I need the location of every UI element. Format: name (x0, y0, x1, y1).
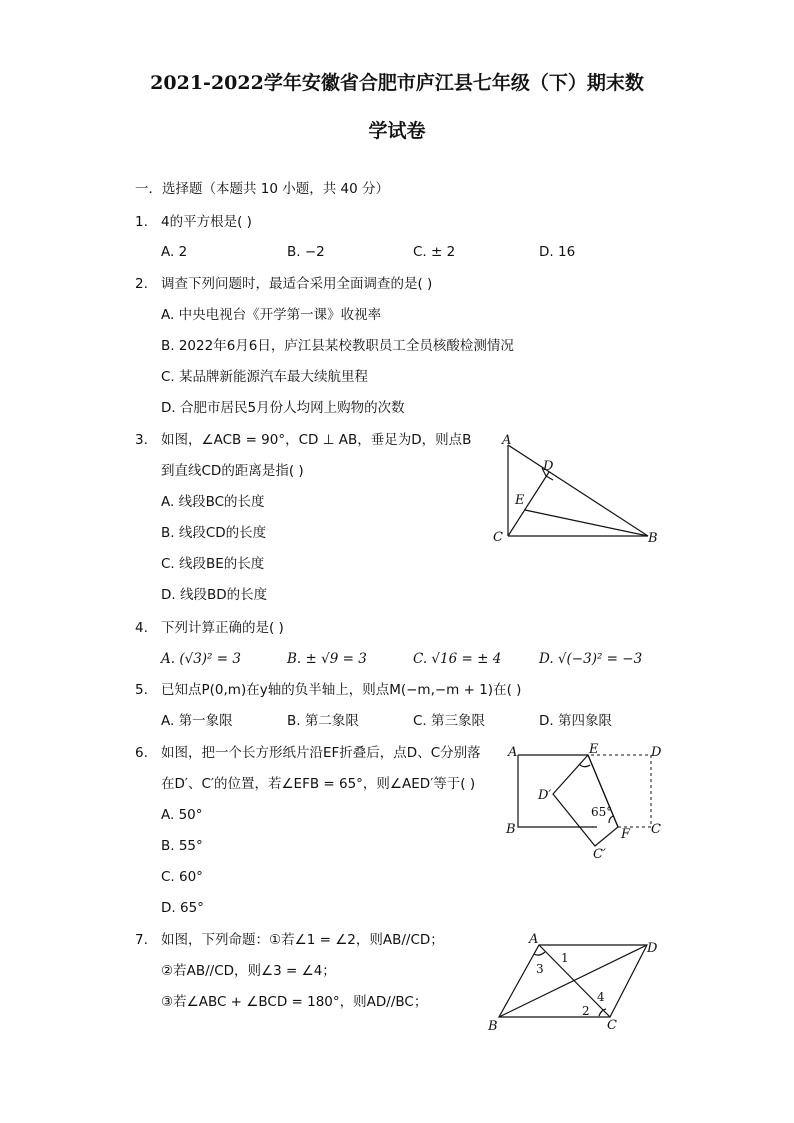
question-number: 6. (135, 745, 148, 761)
option-a: A. 中央电视台《开学第一课》收视率 (161, 307, 382, 323)
fig-label-angle-1: 1 (561, 951, 569, 965)
option-d: D. 第四象限 (539, 713, 612, 729)
fig-label-angle-4: 4 (597, 990, 605, 1004)
option-a: A. (√3)² = 3 (161, 651, 241, 667)
fig-label-A: A (508, 745, 518, 760)
fig-label-C: C (651, 822, 661, 837)
option-c: C. 第三象限 (413, 713, 486, 729)
fig-label-C-prime: C′ (593, 847, 606, 862)
option-a: A. 2 (161, 244, 188, 260)
option-b: B. 2022年6月6日，庐江县某校教职员工全员核酸检测情况 (161, 338, 514, 354)
option-b: B. 线段CD的长度 (161, 525, 267, 541)
fig-label-C: C (493, 530, 503, 545)
fig-label-angle-65: 65° (591, 805, 613, 819)
question-number: 1. (135, 214, 148, 230)
option-c: C. √16 = ± 4 (413, 651, 502, 667)
q6-folded-rectangle-figure (498, 738, 678, 868)
fig-label-C: C (607, 1018, 617, 1033)
question-stem: 4的平方根是( ) (161, 214, 252, 230)
question-number: 4. (135, 620, 148, 636)
fig-label-angle-3: 3 (536, 962, 544, 976)
fig-label-D-prime: D′ (538, 788, 552, 803)
question-number: 7. (135, 932, 148, 948)
question-stem-line2: ②若AB//CD，则∠3 = ∠4； (161, 963, 336, 979)
fig-label-B: B (488, 1019, 498, 1034)
exam-title-line2: 学试卷 (368, 120, 426, 142)
fig-label-D: D (647, 941, 658, 956)
fig-label-D: D (651, 745, 662, 760)
fig-label-F: F (621, 827, 631, 842)
question-stem-line1: 如图，∠ACB = 90°，CD ⊥ AB，垂足为D，则点B (161, 432, 472, 448)
fig-label-E: E (589, 742, 599, 757)
q3-triangle-figure (488, 428, 668, 548)
option-d: D. 65° (161, 900, 204, 916)
question-stem-line1: 如图，把一个长方形纸片沿EF折叠后，点D、C分别落 (161, 745, 481, 761)
option-c: C. 某品牌新能源汽车最大续航里程 (161, 369, 369, 385)
fig-label-B: B (648, 531, 658, 546)
question-stem: 下列计算正确的是( ) (161, 620, 284, 636)
question-stem: 已知点P(0,m)在y轴的负半轴上，则点M(−m,−m + 1)在( ) (161, 682, 522, 698)
option-d: D. 线段BD的长度 (161, 587, 268, 603)
question-number: 2. (135, 276, 148, 292)
option-c: C. ± 2 (413, 244, 456, 260)
question-stem-line1: 如图，下列命题：①若∠1 = ∠2，则AB//CD； (161, 932, 444, 948)
option-a: A. 50° (161, 807, 203, 823)
question-stem-line2: 到直线CD的距离是指( ) (161, 463, 304, 479)
option-c: C. 线段BE的长度 (161, 556, 265, 572)
q7-parallelogram-figure (484, 928, 664, 1034)
option-a: A. 线段BC的长度 (161, 494, 265, 510)
option-b: B. 55° (161, 838, 203, 854)
option-b: B. 第二象限 (287, 713, 359, 729)
option-b: B. ± √9 = 3 (287, 651, 367, 667)
section-heading: 一．选择题（本题共 10 小题，共 40 分） (135, 181, 390, 197)
option-b: B. −2 (287, 244, 325, 260)
option-d: D. √(−3)² = −3 (539, 651, 643, 667)
option-d: D. 合肥市居民5月份人均网上购物的次数 (161, 400, 405, 416)
fig-label-B: B (506, 822, 516, 837)
exam-title-line1: 2021-2022学年安徽省合肥市庐江县七年级（下）期末数 (150, 72, 644, 94)
fig-label-D: D (543, 459, 554, 474)
fig-label-A: A (502, 433, 512, 448)
fig-label-E: E (515, 493, 525, 508)
fig-label-angle-2: 2 (582, 1004, 590, 1018)
question-stem-line2: 在D′、C′的位置，若∠EFB = 65°，则∠AED′等于( ) (161, 776, 476, 792)
question-number: 3. (135, 432, 148, 448)
option-c: C. 60° (161, 869, 203, 885)
question-number: 5. (135, 682, 148, 698)
option-a: A. 第一象限 (161, 713, 233, 729)
question-stem: 调查下列问题时，最适合采用全面调查的是( ) (161, 276, 433, 292)
option-d: D. 16 (539, 244, 576, 260)
fig-label-A: A (529, 932, 539, 947)
question-stem-line3: ③若∠ABC + ∠BCD = 180°，则AD//BC； (161, 994, 428, 1010)
